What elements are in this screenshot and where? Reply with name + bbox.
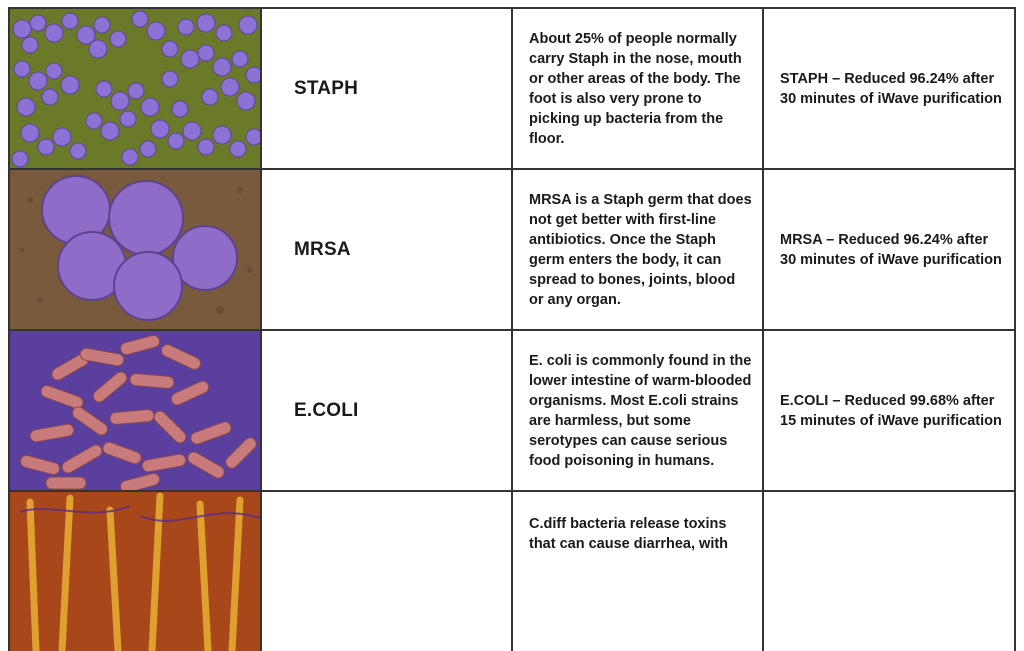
- bacteria-name-cell: [262, 9, 513, 168]
- bacteria-description: MRSA is a Staph germ that does not get better with first-line antibiotics. Once the Staph germ enters the body, it can spread to bones, joints, blood or any organ.: [529, 191, 752, 308]
- table-row: [8, 7, 1016, 168]
- reduction-result-cell: [764, 170, 1016, 329]
- bacteria-name: STAPH: [294, 77, 358, 99]
- bacteria-name-cell: [262, 492, 513, 651]
- cdiff-image: [8, 492, 262, 651]
- bacteria-description: About 25% of people normally carry Staph in the nose, mouth or other areas of the body. The foot is also very prone to picking up bacteria from the floor.: [529, 30, 742, 147]
- mrsa-bacteria-micrograph-icon: [10, 170, 262, 329]
- reduction-result-cell: [764, 492, 1016, 651]
- reduction-result: MRSA – Reduced 96.24% after 30 minutes of iWave purification: [780, 231, 1002, 268]
- bacteria-table: [8, 7, 1016, 651]
- bacteria-name-cell: [262, 170, 513, 329]
- reduction-result: STAPH – Reduced 96.24% after 30 minutes of iWave purification: [780, 70, 1002, 107]
- staph-image: [8, 9, 262, 168]
- table-row: [8, 490, 1016, 651]
- reduction-result-cell: [764, 9, 1016, 168]
- bacteria-description-cell: [513, 9, 764, 168]
- bacteria-description-cell: [513, 331, 764, 490]
- ecoli-image: [8, 331, 262, 490]
- bacteria-name: MRSA: [294, 238, 351, 260]
- reduction-result: E.COLI – Reduced 99.68% after 15 minutes of iWave purification: [780, 392, 1002, 429]
- bacteria-name-cell: [262, 331, 513, 490]
- bacteria-description-cell: [513, 170, 764, 329]
- bacteria-description: E. coli is commonly found in the lower intestine of warm-blooded organisms. Most E.coli strains are harmless, but some serotypes can cause serious food poisoning in humans.: [529, 352, 752, 469]
- bacteria-name: E.COLI: [294, 399, 359, 421]
- cdiff-bacteria-micrograph-icon: [10, 492, 262, 651]
- reduction-result-cell: [764, 331, 1016, 490]
- staph-bacteria-micrograph-icon: [10, 9, 262, 168]
- table-row: [8, 329, 1016, 490]
- ecoli-bacteria-micrograph-icon: [10, 331, 262, 490]
- bacteria-description: C.diff bacteria release toxins that can cause diarrhea, with: [529, 516, 729, 552]
- bacteria-description-cell: [513, 492, 764, 651]
- mrsa-image: [8, 170, 262, 329]
- table-row: [8, 168, 1016, 329]
